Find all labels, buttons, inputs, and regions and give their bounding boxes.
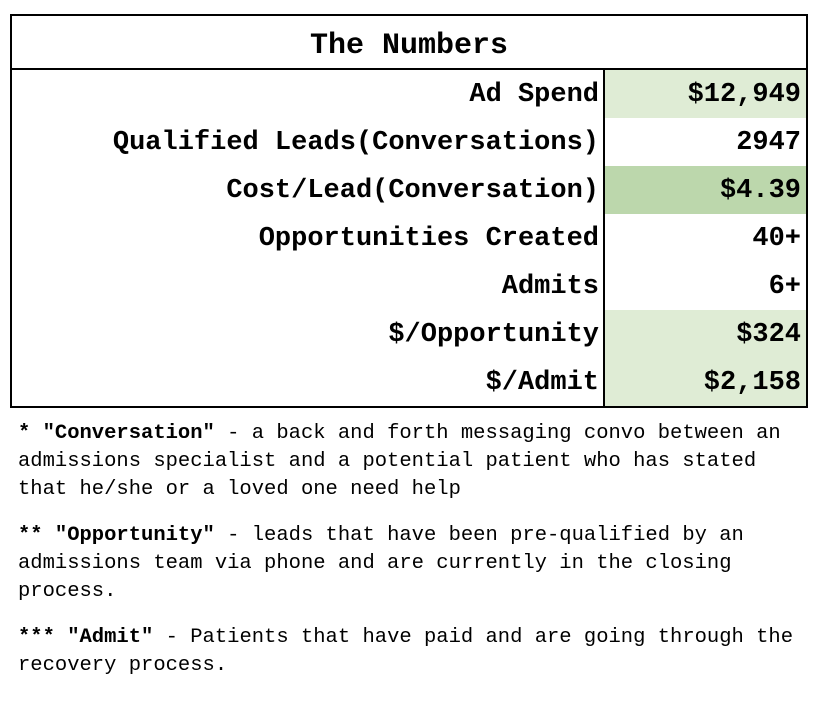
row-label: Cost/Lead(Conversation) [12, 166, 605, 214]
footnotes [18, 420, 808, 698]
row-value: 2947 [605, 118, 806, 166]
table-row-qualified-leads [12, 118, 806, 166]
table-row-cost-per-lead [12, 166, 806, 214]
row-label: Ad Spend [12, 70, 605, 118]
table-row-opportunities-created [12, 214, 806, 262]
row-label: Qualified Leads(Conversations) [12, 118, 605, 166]
footnote-definition: - leads that have been pre-qualified by an admissions team via phone and are currently in the closing process. [18, 524, 744, 603]
footnote-term: ** "Opportunity" [18, 524, 215, 547]
table-row-cost-per-admit [12, 358, 806, 406]
table-row-admits [12, 262, 806, 310]
row-label: $/Opportunity [12, 310, 605, 358]
footnote-term: * "Conversation" [18, 422, 215, 445]
footnote-conversation [18, 420, 808, 504]
row-value: $324 [605, 310, 806, 358]
row-label: Opportunities Created [12, 214, 605, 262]
table-row-cost-per-opportunity [12, 310, 806, 358]
row-value: $2,158 [605, 358, 806, 406]
row-value: $12,949 [605, 70, 806, 118]
footnote-definition: - a back and forth messaging convo between an admissions specialist and a potential patient who has stated that he/she or a loved one need help [18, 422, 781, 501]
row-label: Admits [12, 262, 605, 310]
footnote-opportunity [18, 522, 808, 606]
row-value: 40+ [605, 214, 806, 262]
row-label: $/Admit [12, 358, 605, 406]
footnote-term: *** "Admit" [18, 626, 154, 649]
row-value: $4.39 [605, 166, 806, 214]
numbers-table [10, 14, 808, 408]
row-value: 6+ [605, 262, 806, 310]
table-row-ad-spend [12, 70, 806, 118]
footnote-definition: - Patients that have paid and are going through the recovery process. [18, 626, 794, 677]
footnote-admit [18, 624, 808, 680]
table-title: The Numbers [12, 16, 806, 70]
